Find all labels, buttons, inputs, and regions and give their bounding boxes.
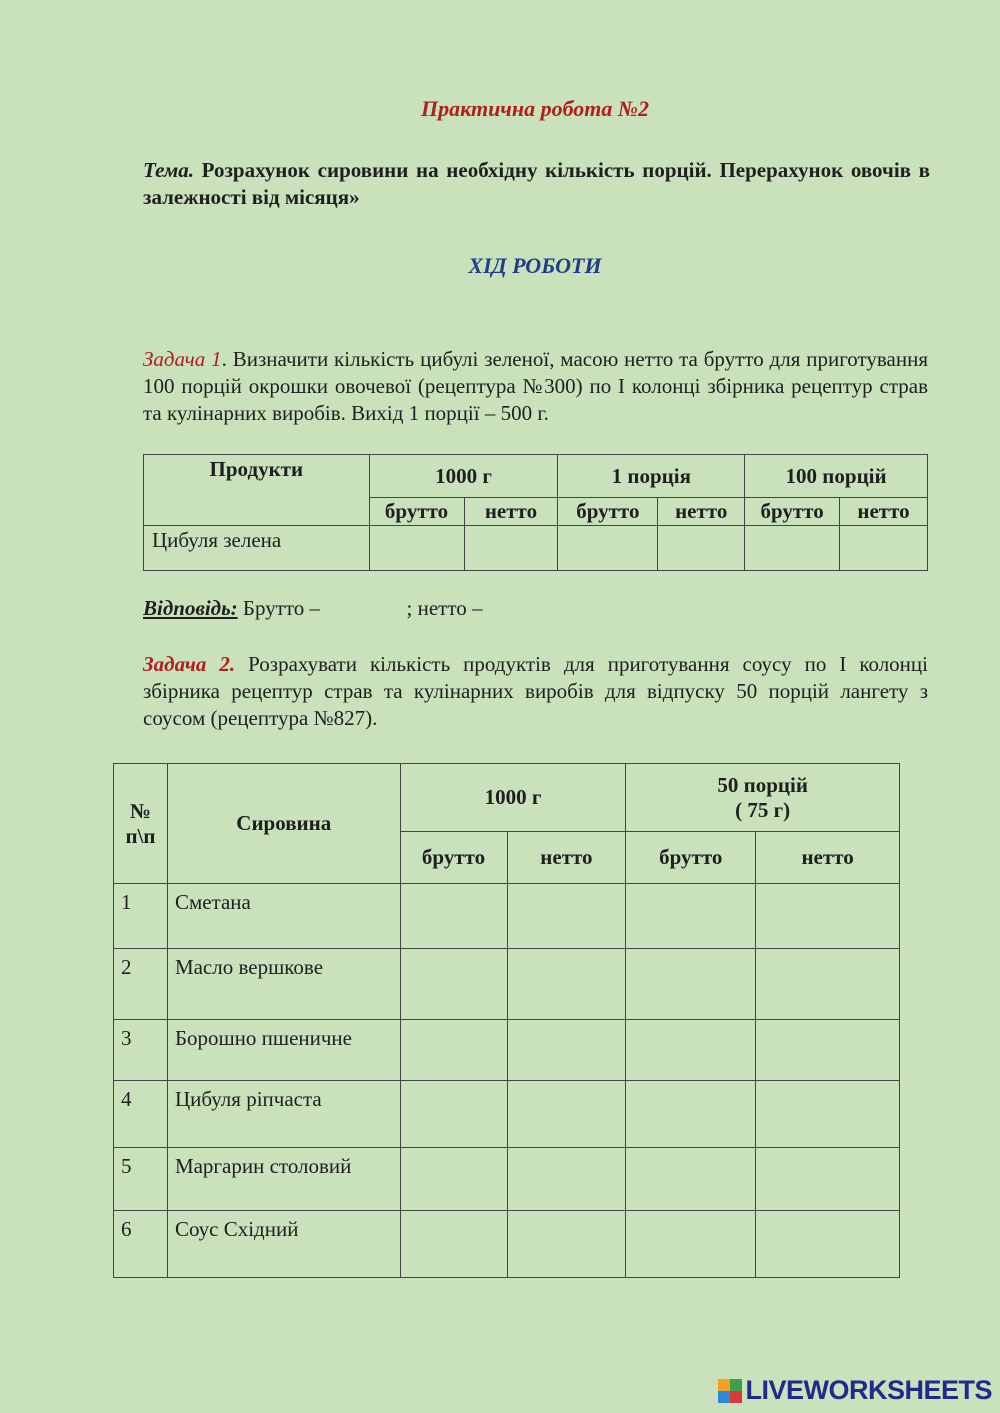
- header-100-portions: 100 порцій: [745, 455, 928, 498]
- header-1000g: 1000 г: [400, 764, 626, 832]
- row-number: 2: [114, 949, 168, 1020]
- table-row: [114, 1211, 900, 1278]
- header-50-portions: [626, 764, 900, 832]
- answer-label: Відповідь:: [143, 596, 238, 620]
- page-title: Практична робота №2: [420, 96, 649, 121]
- answer-cell[interactable]: [400, 949, 507, 1020]
- sub-brutto: брутто: [400, 832, 507, 884]
- answer-cell[interactable]: [658, 526, 745, 571]
- table-2: [113, 763, 900, 1278]
- answer-cell[interactable]: [756, 949, 900, 1020]
- topic-text: Розрахунок сировини на необхідну кількість порцій. Перерахунок овочів в залежності від місяця»: [143, 158, 930, 209]
- sub-netto: нетто: [658, 498, 745, 526]
- row-name: Борошно пшеничне: [167, 1020, 400, 1081]
- answer-cell[interactable]: [840, 526, 928, 571]
- sub-netto: нетто: [840, 498, 928, 526]
- answer-cell[interactable]: [756, 1148, 900, 1211]
- sub-brutto: брутто: [626, 832, 756, 884]
- answer-cell[interactable]: [626, 949, 756, 1020]
- row-number: 3: [114, 1020, 168, 1081]
- answer-cell[interactable]: [400, 1148, 507, 1211]
- task-1: [143, 346, 928, 427]
- table-row: [114, 1020, 900, 1081]
- row-label: Цибуля зелена: [144, 526, 370, 571]
- answer-cell[interactable]: [400, 1211, 507, 1278]
- table-row: [114, 884, 900, 949]
- answer-line: [143, 596, 483, 621]
- answer-cell[interactable]: [507, 884, 626, 949]
- row-number: 5: [114, 1148, 168, 1211]
- task-1-text: . Визначити кількість цибулі зеленої, масою нетто та брутто для приготування 100 порцій окрошки овочевої (рецептура №300) по І колонці збірника рецептур страв та кулінарних виробів. Вихід 1 порції – 500 г.: [143, 347, 929, 425]
- answer-cell[interactable]: [507, 1020, 626, 1081]
- sub-netto: нетто: [507, 832, 626, 884]
- answer-cell[interactable]: [626, 884, 756, 949]
- row-name: Сметана: [167, 884, 400, 949]
- answer-cell[interactable]: [756, 1020, 900, 1081]
- header-number: [114, 764, 168, 884]
- table-row: [114, 1148, 900, 1211]
- sub-netto: нетто: [464, 498, 558, 526]
- row-number: 6: [114, 1211, 168, 1278]
- answer-cell[interactable]: [745, 526, 840, 571]
- task-2: [143, 651, 928, 732]
- answer-cell[interactable]: [464, 526, 558, 571]
- answer-cell[interactable]: [507, 1148, 626, 1211]
- header-1-portion: 1 порція: [558, 455, 745, 498]
- table-1: [143, 454, 928, 571]
- sub-brutto: брутто: [558, 498, 658, 526]
- row-name: Цибуля ріпчаста: [167, 1081, 400, 1148]
- header-1000g: 1000 г: [369, 455, 558, 498]
- answer-cell[interactable]: [626, 1211, 756, 1278]
- answer-cell[interactable]: [756, 1211, 900, 1278]
- answer-cell[interactable]: [756, 884, 900, 949]
- answer-brutto: Брутто –: [242, 596, 321, 620]
- row-number: 1: [114, 884, 168, 949]
- header-number-line2: п\п: [125, 823, 156, 848]
- header-50-portions-line2: ( 75 г): [735, 797, 791, 822]
- sub-brutto: брутто: [369, 498, 464, 526]
- answer-netto: ; нетто –: [406, 596, 483, 620]
- row-number: 4: [114, 1081, 168, 1148]
- answer-cell[interactable]: [400, 1020, 507, 1081]
- answer-cell[interactable]: [626, 1081, 756, 1148]
- sub-netto: нетто: [756, 832, 900, 884]
- table-row: [114, 1081, 900, 1148]
- liveworksheets-logo: [718, 1375, 992, 1406]
- table-row: [114, 949, 900, 1020]
- answer-cell[interactable]: [507, 1081, 626, 1148]
- task-2-label: Задача 2.: [143, 652, 236, 676]
- answer-cell[interactable]: [507, 1211, 626, 1278]
- topic: [143, 157, 930, 211]
- answer-cell[interactable]: [558, 526, 658, 571]
- task-1-label: Задача 1: [143, 347, 222, 371]
- answer-cell[interactable]: [400, 1081, 507, 1148]
- answer-cell[interactable]: [369, 526, 464, 571]
- answer-cell[interactable]: [756, 1081, 900, 1148]
- header-50-portions-line1: 50 порцій: [717, 772, 808, 797]
- answer-cell[interactable]: [626, 1148, 756, 1211]
- topic-label: Тема.: [143, 158, 195, 182]
- answer-cell[interactable]: [507, 949, 626, 1020]
- sub-brutto: брутто: [745, 498, 840, 526]
- logo-mark-icon: [718, 1379, 742, 1403]
- header-raw-material: Сировина: [167, 764, 400, 884]
- answer-cell[interactable]: [626, 1020, 756, 1081]
- row-name: Соус Східний: [167, 1211, 400, 1278]
- row-name: Масло вершкове: [167, 949, 400, 1020]
- header-products: Продукти: [144, 455, 370, 526]
- task-2-text: Розрахувати кількість продуктів для приготування соусу по І колонці збірника рецептур страв та кулінарних виробів для відпуску 50 порцій лангету з соусом (рецептура №827).: [143, 652, 928, 730]
- answer-cell[interactable]: [400, 884, 507, 949]
- row-name: Маргарин столовий: [167, 1148, 400, 1211]
- progress-heading: ХІД РОБОТИ: [468, 253, 602, 278]
- logo-text: LIVEWORKSHEETS: [745, 1375, 992, 1405]
- header-number-line1: №: [129, 798, 152, 823]
